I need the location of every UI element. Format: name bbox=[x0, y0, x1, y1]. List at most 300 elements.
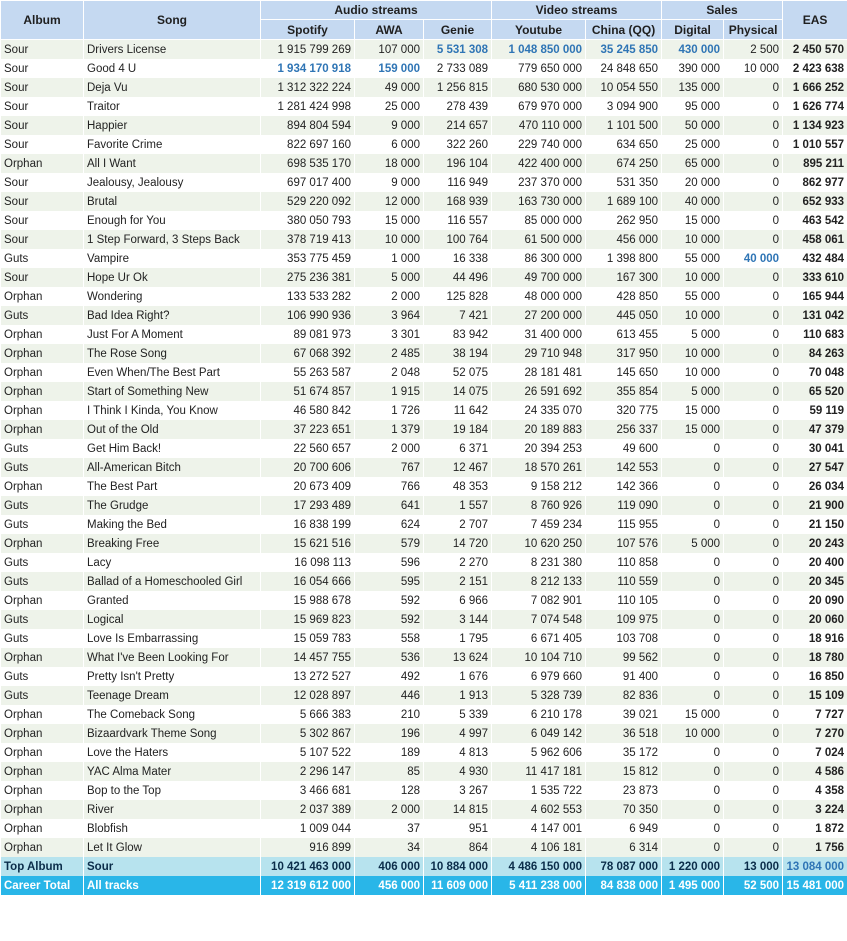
album-cell: Orphan bbox=[1, 724, 84, 743]
genie-cell: 13 624 bbox=[424, 648, 492, 667]
top-album-row bbox=[1, 857, 847, 876]
table-row bbox=[1, 249, 847, 268]
eas-cell: 862 977 bbox=[783, 173, 847, 192]
youtube-cell: 4 147 001 bbox=[492, 819, 586, 838]
table-row bbox=[1, 192, 847, 211]
awa-cell: 2 000 bbox=[355, 287, 424, 306]
spotify-cell: 822 697 160 bbox=[261, 135, 355, 154]
genie-cell: 44 496 bbox=[424, 268, 492, 287]
eas-cell: 20 243 bbox=[783, 534, 847, 553]
physical-cell: 0 bbox=[724, 287, 783, 306]
song-cell: Out of the Old bbox=[84, 420, 261, 439]
digital-cell: 0 bbox=[662, 515, 724, 534]
digital-cell: 0 bbox=[662, 838, 724, 857]
table-row bbox=[1, 838, 847, 857]
header-sales: Sales bbox=[662, 1, 783, 20]
digital-cell: 15 000 bbox=[662, 705, 724, 724]
spotify-cell: 15 621 516 bbox=[261, 534, 355, 553]
album-cell: Orphan bbox=[1, 762, 84, 781]
eas-cell: 21 900 bbox=[783, 496, 847, 515]
physical-cell: 0 bbox=[724, 173, 783, 192]
header-china-qq: China (QQ) bbox=[586, 20, 662, 40]
genie-cell: 3 267 bbox=[424, 781, 492, 800]
youtube-cell: 4 602 553 bbox=[492, 800, 586, 819]
digital-cell: 55 000 bbox=[662, 249, 724, 268]
awa-cell: 6 000 bbox=[355, 135, 424, 154]
genie-cell: 100 764 bbox=[424, 230, 492, 249]
album-cell: Orphan bbox=[1, 800, 84, 819]
album-cell: Orphan bbox=[1, 838, 84, 857]
table-row bbox=[1, 116, 847, 135]
eas-cell: 3 224 bbox=[783, 800, 847, 819]
china-qq-cell: 119 090 bbox=[586, 496, 662, 515]
china-qq-cell: 99 562 bbox=[586, 648, 662, 667]
physical-cell: 0 bbox=[724, 743, 783, 762]
album-cell: Orphan bbox=[1, 591, 84, 610]
youtube-cell: 679 970 000 bbox=[492, 97, 586, 116]
eas-cell: 7 024 bbox=[783, 743, 847, 762]
album-cell: Guts bbox=[1, 667, 84, 686]
table-row bbox=[1, 230, 847, 249]
awa-cell: 492 bbox=[355, 667, 424, 686]
physical-cell: 0 bbox=[724, 667, 783, 686]
song-cell: 1 Step Forward, 3 Steps Back bbox=[84, 230, 261, 249]
digital-cell: 20 000 bbox=[662, 173, 724, 192]
table-row bbox=[1, 458, 847, 477]
album-cell: Orphan bbox=[1, 743, 84, 762]
physical-cell: 0 bbox=[724, 230, 783, 249]
top-album-youtube: 4 486 150 000 bbox=[492, 857, 586, 876]
youtube-cell: 85 000 000 bbox=[492, 211, 586, 230]
table-row bbox=[1, 363, 847, 382]
digital-cell: 15 000 bbox=[662, 401, 724, 420]
top-album-china: 78 087 000 bbox=[586, 857, 662, 876]
physical-cell: 0 bbox=[724, 648, 783, 667]
china-qq-cell: 3 094 900 bbox=[586, 97, 662, 116]
awa-cell: 3 964 bbox=[355, 306, 424, 325]
physical-cell: 0 bbox=[724, 192, 783, 211]
china-qq-cell: 6 949 bbox=[586, 819, 662, 838]
song-cell: YAC Alma Mater bbox=[84, 762, 261, 781]
spotify-cell: 5 302 867 bbox=[261, 724, 355, 743]
spotify-cell: 894 804 594 bbox=[261, 116, 355, 135]
youtube-cell: 31 400 000 bbox=[492, 325, 586, 344]
awa-cell: 579 bbox=[355, 534, 424, 553]
digital-cell: 0 bbox=[662, 762, 724, 781]
digital-cell: 5 000 bbox=[662, 534, 724, 553]
song-cell: Breaking Free bbox=[84, 534, 261, 553]
eas-cell: 59 119 bbox=[783, 401, 847, 420]
eas-cell: 1 010 557 bbox=[783, 135, 847, 154]
spotify-cell: 133 533 282 bbox=[261, 287, 355, 306]
physical-cell: 0 bbox=[724, 496, 783, 515]
table-row bbox=[1, 173, 847, 192]
album-cell: Guts bbox=[1, 515, 84, 534]
eas-cell: 165 944 bbox=[783, 287, 847, 306]
genie-cell: 3 144 bbox=[424, 610, 492, 629]
album-cell: Orphan bbox=[1, 382, 84, 401]
header-eas: EAS bbox=[783, 1, 847, 40]
album-cell: Guts bbox=[1, 306, 84, 325]
china-qq-cell: 256 337 bbox=[586, 420, 662, 439]
eas-cell: 131 042 bbox=[783, 306, 847, 325]
song-cell: Making the Bed bbox=[84, 515, 261, 534]
digital-cell: 10 000 bbox=[662, 363, 724, 382]
digital-cell: 0 bbox=[662, 743, 724, 762]
china-qq-cell: 142 553 bbox=[586, 458, 662, 477]
table-row bbox=[1, 667, 847, 686]
awa-cell: 196 bbox=[355, 724, 424, 743]
awa-cell: 5 000 bbox=[355, 268, 424, 287]
digital-cell: 0 bbox=[662, 572, 724, 591]
genie-cell: 14 815 bbox=[424, 800, 492, 819]
physical-cell: 0 bbox=[724, 838, 783, 857]
china-qq-cell: 674 250 bbox=[586, 154, 662, 173]
youtube-cell: 61 500 000 bbox=[492, 230, 586, 249]
genie-cell: 116 949 bbox=[424, 173, 492, 192]
genie-cell: 14 720 bbox=[424, 534, 492, 553]
youtube-cell: 422 400 000 bbox=[492, 154, 586, 173]
physical-cell: 0 bbox=[724, 705, 783, 724]
table-row bbox=[1, 648, 847, 667]
genie-cell: 1 256 815 bbox=[424, 78, 492, 97]
album-cell: Orphan bbox=[1, 401, 84, 420]
genie-cell: 38 194 bbox=[424, 344, 492, 363]
awa-cell: 641 bbox=[355, 496, 424, 515]
physical-cell: 0 bbox=[724, 78, 783, 97]
album-cell: Guts bbox=[1, 572, 84, 591]
header-video-streams: Video streams bbox=[492, 1, 662, 20]
spotify-cell: 1 312 322 224 bbox=[261, 78, 355, 97]
genie-cell: 196 104 bbox=[424, 154, 492, 173]
song-cell: Traitor bbox=[84, 97, 261, 116]
spotify-cell: 3 466 681 bbox=[261, 781, 355, 800]
china-qq-cell: 456 000 bbox=[586, 230, 662, 249]
spotify-cell: 698 535 170 bbox=[261, 154, 355, 173]
awa-cell: 12 000 bbox=[355, 192, 424, 211]
physical-cell: 0 bbox=[724, 724, 783, 743]
youtube-cell: 28 181 481 bbox=[492, 363, 586, 382]
genie-cell: 214 657 bbox=[424, 116, 492, 135]
song-cell: Vampire bbox=[84, 249, 261, 268]
genie-cell: 19 184 bbox=[424, 420, 492, 439]
genie-cell: 1 676 bbox=[424, 667, 492, 686]
physical-cell: 0 bbox=[724, 325, 783, 344]
youtube-cell: 8 212 133 bbox=[492, 572, 586, 591]
physical-cell: 0 bbox=[724, 306, 783, 325]
song-cell: The Grudge bbox=[84, 496, 261, 515]
header-song: Song bbox=[84, 1, 261, 40]
eas-cell: 458 061 bbox=[783, 230, 847, 249]
table-row bbox=[1, 705, 847, 724]
header-genie: Genie bbox=[424, 20, 492, 40]
digital-cell: 0 bbox=[662, 781, 724, 800]
physical-cell: 0 bbox=[724, 515, 783, 534]
genie-cell: 116 557 bbox=[424, 211, 492, 230]
physical-cell: 0 bbox=[724, 629, 783, 648]
eas-cell: 4 586 bbox=[783, 762, 847, 781]
album-cell: Guts bbox=[1, 610, 84, 629]
song-cell: Ballad of a Homeschooled Girl bbox=[84, 572, 261, 591]
awa-cell: 159 000 bbox=[355, 59, 424, 78]
spotify-cell: 353 775 459 bbox=[261, 249, 355, 268]
physical-cell: 0 bbox=[724, 382, 783, 401]
spotify-cell: 14 457 755 bbox=[261, 648, 355, 667]
header-physical: Physical bbox=[724, 20, 783, 40]
youtube-cell: 6 671 405 bbox=[492, 629, 586, 648]
digital-cell: 10 000 bbox=[662, 268, 724, 287]
eas-cell: 20 090 bbox=[783, 591, 847, 610]
career-total-genie: 11 609 000 bbox=[424, 876, 492, 895]
top-album-spotify: 10 421 463 000 bbox=[261, 857, 355, 876]
genie-cell: 16 338 bbox=[424, 249, 492, 268]
digital-cell: 15 000 bbox=[662, 420, 724, 439]
spotify-cell: 378 719 413 bbox=[261, 230, 355, 249]
china-qq-cell: 82 836 bbox=[586, 686, 662, 705]
digital-cell: 10 000 bbox=[662, 724, 724, 743]
top-album-eas: 13 084 000 bbox=[783, 857, 847, 876]
eas-cell: 2 423 638 bbox=[783, 59, 847, 78]
china-qq-cell: 36 518 bbox=[586, 724, 662, 743]
song-cell: Favorite Crime bbox=[84, 135, 261, 154]
table-row bbox=[1, 135, 847, 154]
table-row bbox=[1, 439, 847, 458]
china-qq-cell: 1 101 500 bbox=[586, 116, 662, 135]
china-qq-cell: 6 314 bbox=[586, 838, 662, 857]
youtube-cell: 229 740 000 bbox=[492, 135, 586, 154]
digital-cell: 0 bbox=[662, 667, 724, 686]
song-cell: Bad Idea Right? bbox=[84, 306, 261, 325]
genie-cell: 6 371 bbox=[424, 439, 492, 458]
career-total-digital: 1 495 000 bbox=[662, 876, 724, 895]
awa-cell: 49 000 bbox=[355, 78, 424, 97]
song-cell: Good 4 U bbox=[84, 59, 261, 78]
table-body bbox=[1, 40, 847, 858]
table-row bbox=[1, 154, 847, 173]
genie-cell: 125 828 bbox=[424, 287, 492, 306]
physical-cell: 0 bbox=[724, 268, 783, 287]
genie-cell: 278 439 bbox=[424, 97, 492, 116]
china-qq-cell: 49 600 bbox=[586, 439, 662, 458]
table-row bbox=[1, 401, 847, 420]
top-album-digital: 1 220 000 bbox=[662, 857, 724, 876]
table-row bbox=[1, 686, 847, 705]
youtube-cell: 7 082 901 bbox=[492, 591, 586, 610]
eas-cell: 4 358 bbox=[783, 781, 847, 800]
genie-cell: 5 531 308 bbox=[424, 40, 492, 60]
awa-cell: 2 000 bbox=[355, 800, 424, 819]
album-cell: Orphan bbox=[1, 325, 84, 344]
song-cell: Wondering bbox=[84, 287, 261, 306]
china-qq-cell: 35 172 bbox=[586, 743, 662, 762]
physical-cell: 0 bbox=[724, 477, 783, 496]
song-cell: Bop to the Top bbox=[84, 781, 261, 800]
physical-cell: 40 000 bbox=[724, 249, 783, 268]
song-cell: Logical bbox=[84, 610, 261, 629]
table-row bbox=[1, 287, 847, 306]
top-album-genie: 10 884 000 bbox=[424, 857, 492, 876]
genie-cell: 864 bbox=[424, 838, 492, 857]
china-qq-cell: 613 455 bbox=[586, 325, 662, 344]
digital-cell: 0 bbox=[662, 686, 724, 705]
digital-cell: 10 000 bbox=[662, 230, 724, 249]
awa-cell: 2 485 bbox=[355, 344, 424, 363]
eas-cell: 1 872 bbox=[783, 819, 847, 838]
top-album-awa: 406 000 bbox=[355, 857, 424, 876]
china-qq-cell: 1 689 100 bbox=[586, 192, 662, 211]
china-qq-cell: 145 650 bbox=[586, 363, 662, 382]
header-spotify: Spotify bbox=[261, 20, 355, 40]
eas-cell: 1 756 bbox=[783, 838, 847, 857]
physical-cell: 0 bbox=[724, 686, 783, 705]
song-cell: Jealousy, Jealousy bbox=[84, 173, 261, 192]
physical-cell: 0 bbox=[724, 762, 783, 781]
eas-cell: 21 150 bbox=[783, 515, 847, 534]
spotify-cell: 16 838 199 bbox=[261, 515, 355, 534]
eas-cell: 65 520 bbox=[783, 382, 847, 401]
youtube-cell: 48 000 000 bbox=[492, 287, 586, 306]
table-row bbox=[1, 97, 847, 116]
awa-cell: 1 000 bbox=[355, 249, 424, 268]
eas-cell: 463 542 bbox=[783, 211, 847, 230]
album-cell: Sour bbox=[1, 116, 84, 135]
awa-cell: 1 379 bbox=[355, 420, 424, 439]
table-row bbox=[1, 325, 847, 344]
awa-cell: 2 048 bbox=[355, 363, 424, 382]
digital-cell: 10 000 bbox=[662, 344, 724, 363]
career-total-physical: 52 500 bbox=[724, 876, 783, 895]
album-cell: Guts bbox=[1, 458, 84, 477]
spotify-cell: 380 050 793 bbox=[261, 211, 355, 230]
album-cell: Sour bbox=[1, 59, 84, 78]
song-cell: What I've Been Looking For bbox=[84, 648, 261, 667]
song-cell: Lacy bbox=[84, 553, 261, 572]
youtube-cell: 5 962 606 bbox=[492, 743, 586, 762]
eas-cell: 7 727 bbox=[783, 705, 847, 724]
table-row bbox=[1, 78, 847, 97]
career-total-spotify: 12 319 612 000 bbox=[261, 876, 355, 895]
spotify-cell: 529 220 092 bbox=[261, 192, 355, 211]
digital-cell: 5 000 bbox=[662, 325, 724, 344]
physical-cell: 0 bbox=[724, 97, 783, 116]
digital-cell: 5 000 bbox=[662, 382, 724, 401]
spotify-cell: 2 296 147 bbox=[261, 762, 355, 781]
awa-cell: 595 bbox=[355, 572, 424, 591]
china-qq-cell: 320 775 bbox=[586, 401, 662, 420]
career-total-label: Career Total bbox=[1, 876, 84, 895]
china-qq-cell: 262 950 bbox=[586, 211, 662, 230]
spotify-cell: 17 293 489 bbox=[261, 496, 355, 515]
youtube-cell: 24 335 070 bbox=[492, 401, 586, 420]
album-cell: Guts bbox=[1, 496, 84, 515]
genie-cell: 6 966 bbox=[424, 591, 492, 610]
song-cell: Happier bbox=[84, 116, 261, 135]
spotify-cell: 13 272 527 bbox=[261, 667, 355, 686]
album-cell: Orphan bbox=[1, 344, 84, 363]
physical-cell: 0 bbox=[724, 819, 783, 838]
album-cell: Orphan bbox=[1, 420, 84, 439]
header-youtube: Youtube bbox=[492, 20, 586, 40]
song-cell: Pretty Isn't Pretty bbox=[84, 667, 261, 686]
genie-cell: 7 421 bbox=[424, 306, 492, 325]
eas-cell: 18 780 bbox=[783, 648, 847, 667]
china-qq-cell: 103 708 bbox=[586, 629, 662, 648]
table-row bbox=[1, 420, 847, 439]
table-row bbox=[1, 382, 847, 401]
spotify-cell: 106 990 936 bbox=[261, 306, 355, 325]
china-qq-cell: 24 848 650 bbox=[586, 59, 662, 78]
album-cell: Sour bbox=[1, 173, 84, 192]
china-qq-cell: 39 021 bbox=[586, 705, 662, 724]
awa-cell: 446 bbox=[355, 686, 424, 705]
eas-cell: 1 666 252 bbox=[783, 78, 847, 97]
table-row bbox=[1, 344, 847, 363]
genie-cell: 83 942 bbox=[424, 325, 492, 344]
eas-cell: 16 850 bbox=[783, 667, 847, 686]
awa-cell: 210 bbox=[355, 705, 424, 724]
youtube-cell: 10 620 250 bbox=[492, 534, 586, 553]
digital-cell: 0 bbox=[662, 629, 724, 648]
youtube-cell: 27 200 000 bbox=[492, 306, 586, 325]
spotify-cell: 89 081 973 bbox=[261, 325, 355, 344]
awa-cell: 9 000 bbox=[355, 116, 424, 135]
genie-cell: 1 913 bbox=[424, 686, 492, 705]
spotify-cell: 1 009 044 bbox=[261, 819, 355, 838]
youtube-cell: 779 650 000 bbox=[492, 59, 586, 78]
youtube-cell: 6 210 178 bbox=[492, 705, 586, 724]
china-qq-cell: 70 350 bbox=[586, 800, 662, 819]
spotify-cell: 1 915 799 269 bbox=[261, 40, 355, 60]
genie-cell: 12 467 bbox=[424, 458, 492, 477]
song-cell: Granted bbox=[84, 591, 261, 610]
digital-cell: 0 bbox=[662, 610, 724, 629]
spotify-cell: 55 263 587 bbox=[261, 363, 355, 382]
awa-cell: 596 bbox=[355, 553, 424, 572]
physical-cell: 0 bbox=[724, 211, 783, 230]
digital-cell: 50 000 bbox=[662, 116, 724, 135]
china-qq-cell: 110 858 bbox=[586, 553, 662, 572]
song-cell: The Best Part bbox=[84, 477, 261, 496]
song-cell: Brutal bbox=[84, 192, 261, 211]
youtube-cell: 86 300 000 bbox=[492, 249, 586, 268]
genie-cell: 14 075 bbox=[424, 382, 492, 401]
spotify-cell: 16 054 666 bbox=[261, 572, 355, 591]
table-row bbox=[1, 211, 847, 230]
awa-cell: 1 726 bbox=[355, 401, 424, 420]
youtube-cell: 7 074 548 bbox=[492, 610, 586, 629]
album-cell: Sour bbox=[1, 97, 84, 116]
awa-cell: 592 bbox=[355, 610, 424, 629]
youtube-cell: 4 106 181 bbox=[492, 838, 586, 857]
table-row bbox=[1, 553, 847, 572]
genie-cell: 11 642 bbox=[424, 401, 492, 420]
eas-cell: 2 450 570 bbox=[783, 40, 847, 60]
awa-cell: 592 bbox=[355, 591, 424, 610]
spotify-cell: 275 236 381 bbox=[261, 268, 355, 287]
spotify-cell: 5 107 522 bbox=[261, 743, 355, 762]
china-qq-cell: 110 559 bbox=[586, 572, 662, 591]
song-cell: I Think I Kinda, You Know bbox=[84, 401, 261, 420]
career-total-awa: 456 000 bbox=[355, 876, 424, 895]
song-cell: Bizaardvark Theme Song bbox=[84, 724, 261, 743]
eas-cell: 30 041 bbox=[783, 439, 847, 458]
digital-cell: 15 000 bbox=[662, 211, 724, 230]
digital-cell: 135 000 bbox=[662, 78, 724, 97]
song-cell: Just For A Moment bbox=[84, 325, 261, 344]
physical-cell: 0 bbox=[724, 553, 783, 572]
awa-cell: 536 bbox=[355, 648, 424, 667]
spotify-cell: 16 098 113 bbox=[261, 553, 355, 572]
